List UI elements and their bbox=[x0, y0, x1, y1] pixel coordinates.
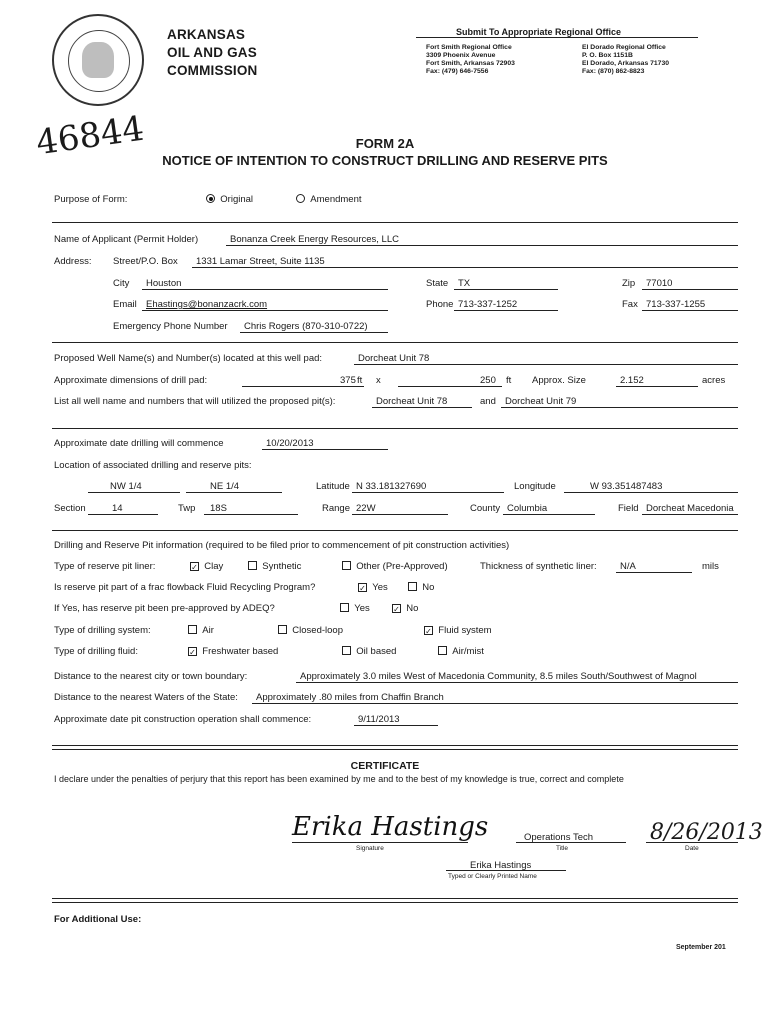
title-label: Title bbox=[556, 845, 569, 852]
and-label: and bbox=[480, 396, 496, 407]
city-value[interactable]: Houston bbox=[146, 278, 182, 289]
quarter-1[interactable]: NW 1/4 bbox=[110, 481, 142, 492]
street-value[interactable]: 1331 Lamar Street, Suite 1135 bbox=[196, 256, 325, 267]
fax-label: Fax bbox=[622, 299, 638, 310]
email-value[interactable]: Ehastings@bonanzacrk.com bbox=[146, 299, 268, 310]
city-label: City bbox=[113, 278, 130, 289]
email-label: Email bbox=[113, 299, 137, 310]
mils-label: mils bbox=[702, 561, 719, 572]
title-value[interactable]: Operations Tech bbox=[524, 832, 594, 843]
field-label: Field bbox=[618, 503, 639, 514]
drilling-date-value[interactable]: 10/20/2013 bbox=[266, 438, 314, 449]
additional-use-label: For Additional Use: bbox=[54, 914, 142, 925]
emergency-label: Emergency Phone Number bbox=[113, 321, 228, 332]
fort-smith-office: Fort Smith Regional Office 3309 Phoenix Avenue Fort Smith, Arkansas 72903 Fax: (479) 646-7556 bbox=[426, 44, 515, 75]
dims-label: Approximate dimensions of drill pad: bbox=[54, 375, 208, 386]
frac-no-checkbox[interactable] bbox=[408, 582, 417, 591]
longitude-label: Longitude bbox=[514, 481, 556, 492]
signature-image: Erika Hastings bbox=[292, 812, 489, 842]
certificate-title: CERTIFICATE bbox=[350, 760, 420, 772]
signed-date-value[interactable]: 8/26/2013 bbox=[650, 820, 763, 845]
pit-date-label: Approximate date pit construction operation shall commence: bbox=[54, 714, 312, 725]
adeq-no[interactable]: ✓ No bbox=[393, 603, 419, 614]
phone-value[interactable]: 713-337-1252 bbox=[458, 299, 518, 310]
county-value[interactable]: Columbia bbox=[507, 503, 548, 514]
city-distance-value[interactable]: Approximately 3.0 miles West of Macedonia Community, 8.5 miles South/Southwest of Magnol bbox=[300, 671, 697, 682]
pit-date-value[interactable]: 9/11/2013 bbox=[358, 714, 400, 725]
liner-synthetic[interactable]: Synthetic bbox=[248, 561, 301, 572]
thickness-value[interactable]: N/A bbox=[620, 561, 636, 572]
other-checkbox[interactable] bbox=[342, 561, 351, 570]
street-label: Street/P.O. Box bbox=[113, 256, 178, 267]
freshwater-checkbox[interactable]: ✓ bbox=[189, 648, 196, 657]
org-name-line2: OIL AND GAS bbox=[167, 45, 257, 60]
fax-value[interactable]: 713-337-1255 bbox=[646, 299, 706, 310]
adeq-yes-checkbox[interactable] bbox=[340, 603, 349, 612]
system-air[interactable]: Air bbox=[188, 625, 214, 636]
amendment-radio[interactable] bbox=[296, 194, 305, 203]
proposed-well-label: Proposed Well Name(s) and Number(s) located at this well pad: bbox=[54, 353, 323, 364]
liner-clay[interactable]: ✓ Clay bbox=[191, 561, 224, 572]
synthetic-checkbox[interactable] bbox=[248, 561, 257, 570]
ft-label: ft bbox=[357, 375, 363, 386]
county-label: County bbox=[470, 503, 501, 514]
adeq-yes[interactable]: Yes bbox=[340, 603, 370, 614]
state-value[interactable]: TX bbox=[458, 278, 471, 289]
oil-based-checkbox[interactable] bbox=[342, 646, 351, 655]
form-subtitle: NOTICE OF INTENTION TO CONSTRUCT DRILLING AND RESERVE PITS bbox=[162, 153, 608, 168]
fluid-system-checkbox[interactable]: ✓ bbox=[425, 627, 432, 636]
liner-label: Type of reserve pit liner: bbox=[54, 561, 156, 572]
org-name-line3: COMMISSION bbox=[167, 63, 258, 78]
city-distance-label: Distance to the nearest city or town boundary: bbox=[54, 671, 248, 682]
certificate-statement: I declare under the penalties of perjury that this report has been examined by me and to the best of my knowledge is true, correct and complete bbox=[54, 774, 624, 784]
dim2-value[interactable]: 250 bbox=[480, 375, 496, 386]
phone-label: Phone bbox=[426, 299, 454, 310]
zip-label: Zip bbox=[622, 278, 636, 289]
address-label: Address: bbox=[54, 256, 92, 267]
fluid-label: Type of drilling fluid: bbox=[54, 646, 138, 657]
size-value[interactable]: 2.152 bbox=[620, 375, 644, 386]
original-radio[interactable] bbox=[206, 194, 215, 203]
location-label: Location of associated drilling and reserve pits: bbox=[54, 460, 252, 471]
closed-loop-checkbox[interactable] bbox=[278, 625, 287, 634]
zip-value[interactable]: 77010 bbox=[646, 278, 673, 289]
clay-checkbox[interactable]: ✓ bbox=[191, 563, 198, 572]
list-wells-label: List all well name and numbers that will utilized the proposed pit(s): bbox=[54, 396, 336, 407]
acres-label: acres bbox=[702, 375, 726, 386]
purpose-amendment[interactable]: Amendment bbox=[296, 194, 362, 205]
frac-yes[interactable]: ✓ Yes bbox=[359, 582, 388, 593]
frac-yes-checkbox[interactable]: ✓ bbox=[359, 584, 366, 593]
applicant-name-value[interactable]: Bonanza Creek Energy Resources, LLC bbox=[230, 234, 399, 245]
latitude-label: Latitude bbox=[316, 481, 350, 492]
fluid-fresh[interactable]: ✓ Freshwater based bbox=[189, 646, 279, 657]
state-label: State bbox=[426, 278, 449, 289]
quarter-2[interactable]: NE 1/4 bbox=[210, 481, 240, 492]
ft-label-2: ft bbox=[506, 375, 512, 386]
approx-size-label: Approx. Size bbox=[532, 375, 586, 386]
adeq-label: If Yes, has reserve pit been pre-approved by ADEQ? bbox=[54, 603, 275, 614]
list-well-1[interactable]: Dorcheat Unit 78 bbox=[376, 396, 448, 407]
water-distance-label: Distance to the nearest Waters of the State: bbox=[54, 692, 238, 703]
state-seal-icon bbox=[52, 14, 144, 106]
liner-other[interactable]: Other (Pre-Approved) bbox=[342, 561, 448, 572]
dim1-value[interactable]: 375 bbox=[340, 375, 356, 386]
x-label: x bbox=[376, 375, 381, 386]
drilling-date-label: Approximate date drilling will commence bbox=[54, 438, 224, 449]
form-title: FORM 2A bbox=[355, 136, 415, 151]
purpose-original[interactable]: Original bbox=[206, 194, 253, 205]
list-well-2[interactable]: Dorcheat Unit 79 bbox=[505, 396, 577, 407]
system-closed[interactable]: Closed-loop bbox=[278, 625, 343, 636]
handwritten-permit-number: 46844 bbox=[33, 108, 147, 164]
water-distance-value[interactable]: Approximately .80 miles from Chaffin Branch bbox=[256, 692, 444, 703]
el-dorado-office: El Dorado Regional Office P. O. Box 1151B El Dorado, Arkansas 71730 Fax: (870) 862-8823 bbox=[582, 44, 670, 75]
thickness-label: Thickness of synthetic liner: bbox=[480, 561, 597, 572]
range-value[interactable]: 22W bbox=[356, 503, 376, 514]
section-label: Section bbox=[54, 503, 86, 514]
range-label: Range bbox=[322, 503, 350, 514]
longitude-value[interactable]: W 93.351487483 bbox=[590, 481, 663, 492]
field-value[interactable]: Dorcheat Macedonia bbox=[646, 503, 734, 514]
emergency-value[interactable]: Chris Rogers (870-310-0722) bbox=[244, 321, 368, 332]
frac-no[interactable]: No bbox=[408, 582, 434, 593]
twp-value[interactable]: 18S bbox=[210, 503, 227, 514]
section-value[interactable]: 14 bbox=[112, 503, 123, 514]
proposed-well-value[interactable]: Dorcheat Unit 78 bbox=[358, 353, 430, 364]
revision-date: September 201 bbox=[676, 944, 726, 951]
org-name-line1: ARKANSAS bbox=[167, 27, 246, 42]
signature-label: Signature bbox=[356, 845, 384, 852]
printed-name-value[interactable]: Erika Hastings bbox=[470, 860, 532, 871]
submit-to-heading: Submit To Appropriate Regional Office bbox=[456, 27, 622, 37]
fluid-airmist[interactable]: Air/mist bbox=[438, 646, 484, 657]
airmist-checkbox[interactable] bbox=[438, 646, 447, 655]
latitude-value[interactable]: N 33.181327690 bbox=[356, 481, 427, 492]
applicant-name-label: Name of Applicant (Permit Holder) bbox=[54, 234, 199, 245]
pit-info-label: Drilling and Reserve Pit information (required to be filed prior to commencement of pit construction activities) bbox=[54, 540, 510, 551]
system-fluid[interactable]: ✓ Fluid system bbox=[425, 625, 492, 636]
purpose-label: Purpose of Form: bbox=[54, 194, 128, 205]
date-label: Date bbox=[685, 845, 699, 852]
fluid-oil[interactable]: Oil based bbox=[342, 646, 396, 657]
air-checkbox[interactable] bbox=[188, 625, 197, 634]
printed-name-label: Typed or Clearly Printed Name bbox=[448, 873, 537, 880]
system-label: Type of drilling system: bbox=[54, 625, 151, 636]
twp-label: Twp bbox=[178, 503, 196, 514]
frac-label: Is reserve pit part of a frac flowback Fluid Recycling Program? bbox=[54, 582, 316, 593]
adeq-no-checkbox[interactable]: ✓ bbox=[393, 605, 400, 614]
